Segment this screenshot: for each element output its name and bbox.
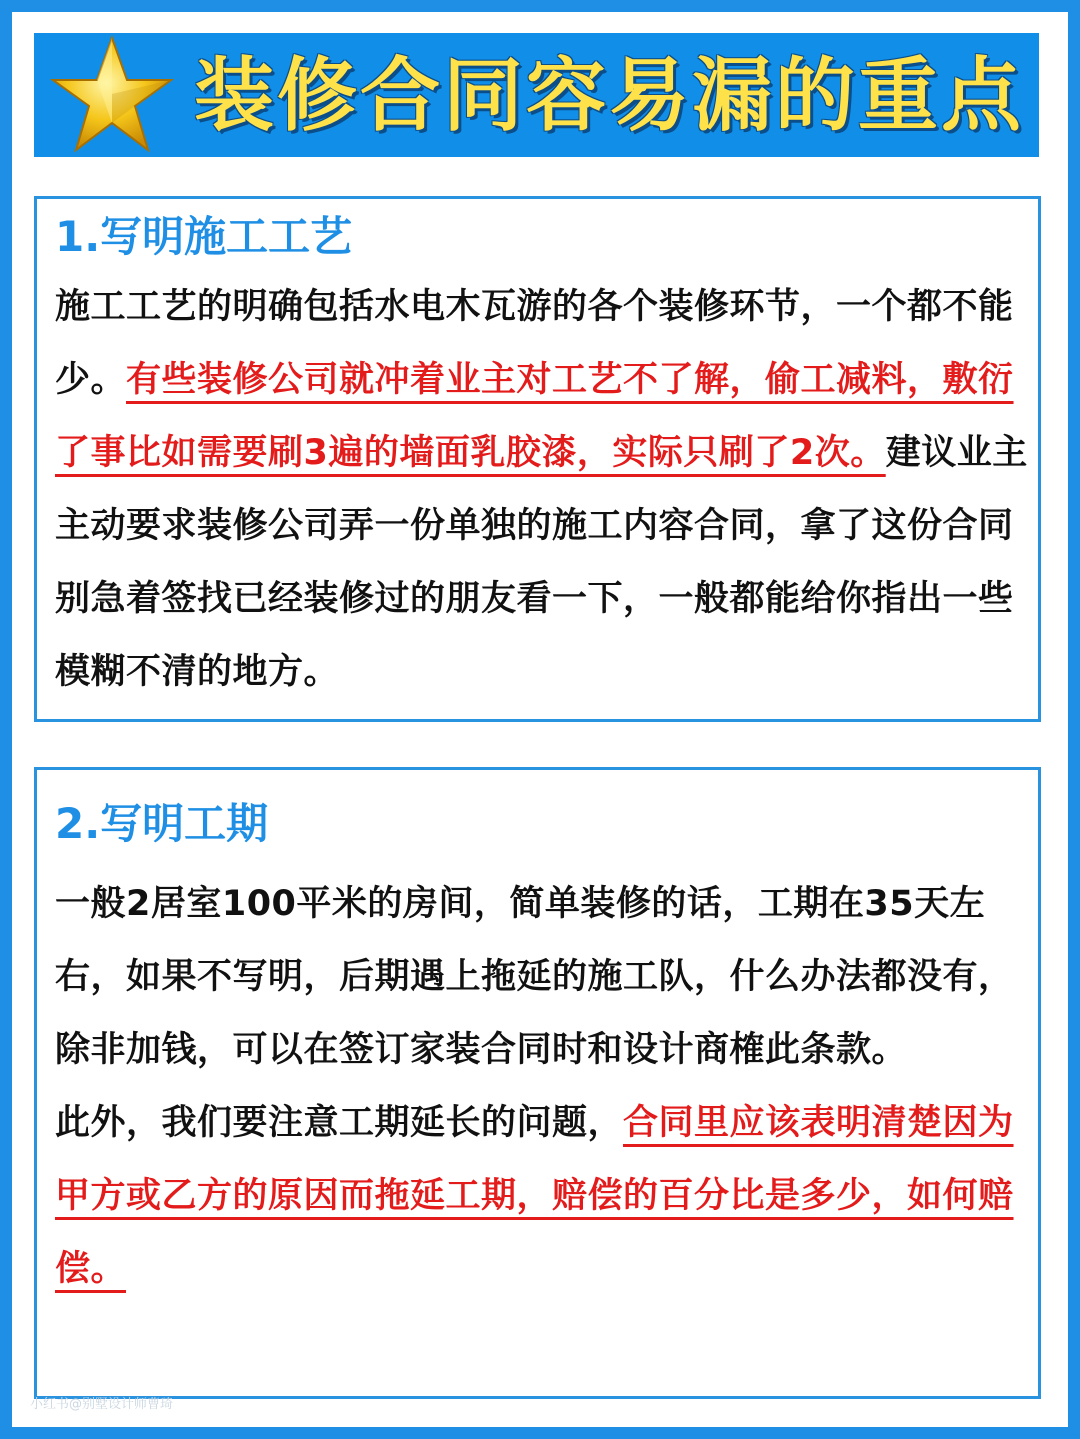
section-heading: 1.写明施工工艺 bbox=[55, 212, 353, 261]
body-text: 施工工艺的明确包括水电木瓦游的各个装修环节，一个都不能少。 bbox=[55, 287, 1014, 400]
body-text: 建议业主主动要求装修公司弄一份单独的施工内容合同，拿了这份合同别急着签找已经装修过的朋友看一下，一般都能给你指出一些模糊不清的地方。 bbox=[55, 433, 1028, 692]
highlighted-text: 有些装修公司就冲着业主对工艺不了解，偷工减料，敷衍了事比如需要刷3遍的墙面乳胶漆，实际只刷了2次。 bbox=[55, 360, 1014, 473]
body-text: 一般2居室100平米的房间，简单装修的话，工期在35天左右，如果不写明，后期遇上拖延的施工队，什么办法都没有，除非加钱，可以在签订家装合同时和设计商榷此条款。 bbox=[55, 884, 1014, 1070]
section-body bbox=[55, 271, 1040, 709]
watermark: 小红书@别墅设计师曹琦 bbox=[30, 1397, 174, 1412]
section-heading: 2.写明工期 bbox=[55, 799, 269, 848]
section-process-card bbox=[34, 196, 1041, 722]
highlighted-text: 合同里应该表明清楚因为甲方或乙方的原因而拖延工期，赔偿的百分比是多少，如何赔偿。 bbox=[55, 1103, 1014, 1289]
section-body bbox=[55, 868, 1040, 1306]
page-title: 装修合同容易漏的重点 bbox=[194, 49, 1024, 142]
body-text: 此外，我们要注意工期延长的问题， bbox=[55, 1103, 624, 1143]
star-icon bbox=[50, 34, 174, 158]
section-schedule-card bbox=[34, 767, 1041, 1399]
